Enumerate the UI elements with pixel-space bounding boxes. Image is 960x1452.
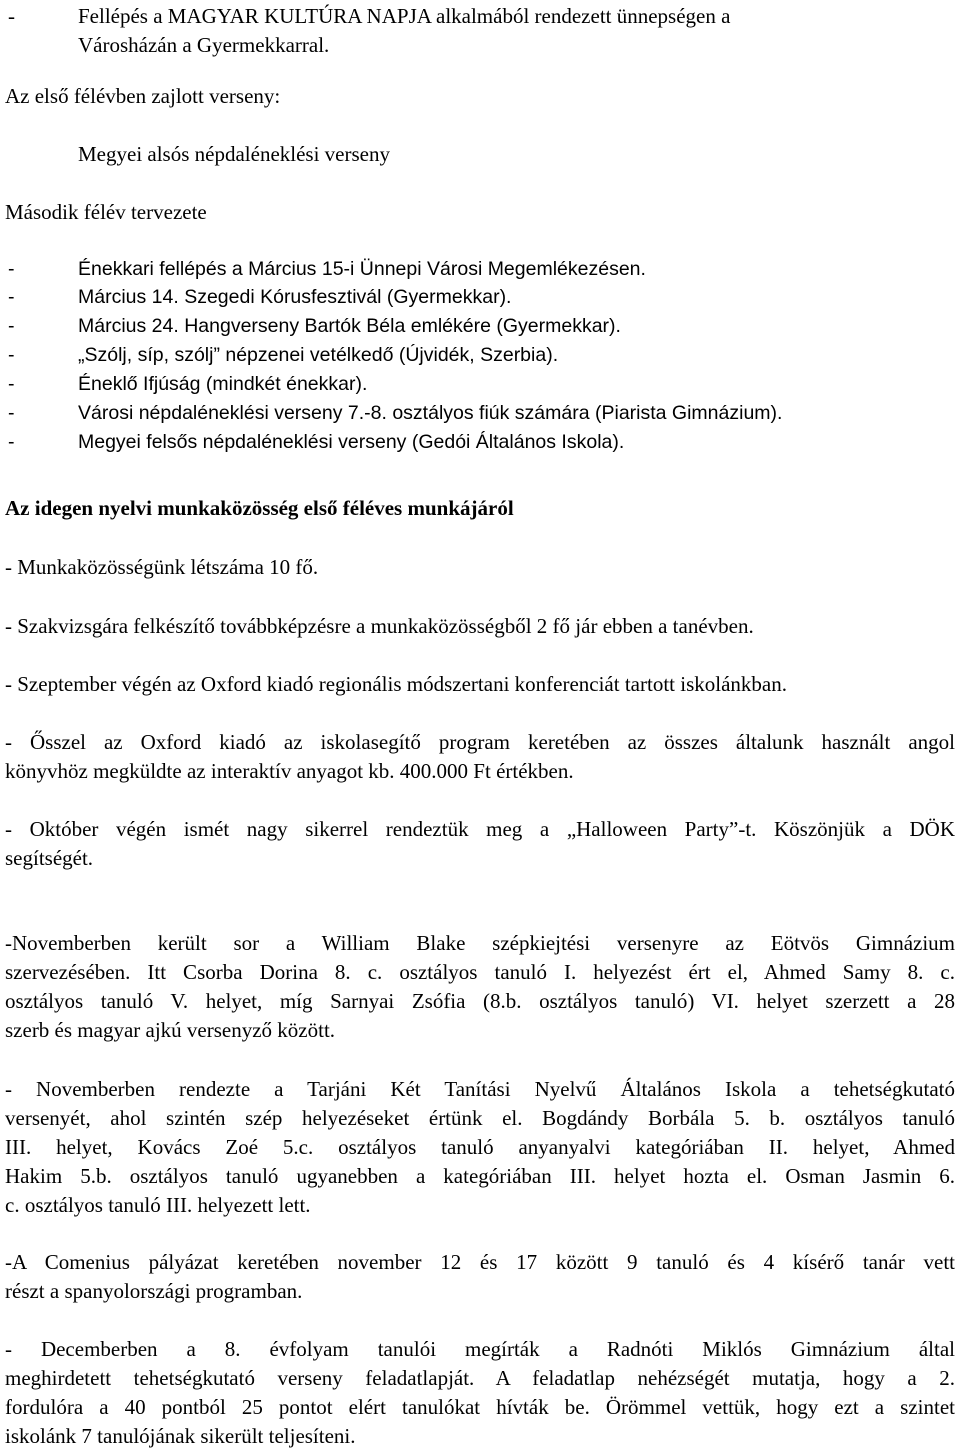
list-item: „Szólj, síp, szólj” népzenei vetélkedő (Újvidék, Szerbia). [78,344,559,366]
list-dash: - [8,402,15,424]
first-semester-item: Megyei alsós népdaléneklési verseny [78,142,390,166]
list-item: Március 14. Szegedi Kórusfesztivál (Gyermekkar). [78,286,512,308]
list-dash: - [8,258,15,280]
paragraph: - Október végén ismét nagy sikerrel rendeztük meg a „Halloween Party”-t. Köszönjük a DÖK segítségét. [5,817,955,870]
list-item: Városi népdaléneklési verseny 7.-8. osztályos fiúk számára (Piarista Gimnázium). [78,402,783,424]
paragraph: - Szeptember végén az Oxford kiadó regionális módszertani konferenciát tartott iskolánkban. [5,672,787,696]
paragraph: - Ősszel az Oxford kiadó az iskolasegítő program keretében az összes általunk használt angol könyvhöz megküldte az interaktív anyagot kb. 400.000 Ft értékben. [5,730,955,783]
list-item: Énekkari fellépés a Március 15-i Ünnepi Városi Megemlékezésen. [78,258,646,280]
list-item: Megyei felsős népdaléneklési verseny (Gedói Általános Iskola). [78,431,625,453]
list-item-culture-day-cont: Városházán a Gyermekkarral. [78,33,330,57]
list-dash: - [8,315,15,337]
paragraph: - Novemberben rendezte a Tarjáni Két Tanítási Nyelvű Általános Iskola a tehetségkutató versenyét, ahol szintén szép helyezéseket értünk el. Bogdándy Borbála 5. b. osztályos tanuló III. helyet, Kovács Zoé 5.c. osztályos tanuló anyanyalvi kategóriában II. helyet, Ahmed Hakim 5.b. osztályos tanuló ugyanebben a kategóriában III. helyet hozta el. Osman Jasmin 6. c. osztályos tanuló III. helyezett lett. [5,1077,955,1217]
section-heading: Az idegen nyelvi munkaközösség első féléves munkájáról [5,496,514,520]
list-item: Március 24. Hangverseny Bartók Béla emlékére (Gyermekkar). [78,315,621,337]
paragraph: - Decemberben a 8. évfolyam tanulói megírták a Radnóti Miklós Gimnázium által meghirdetett tehetségkutató verseny feladatlapját. A feladatlap nehézségét mutatja, hogy a 2. fordulóra a 40 pontból 25 pontot elért tanulókat hívták be. Örömmel vettük, hogy ezt a szintet iskolánk 7 tanulójának sikerült teljesíteni. [5,1337,955,1448]
list-item: Éneklő Ifjúság (mindkét énekkar). [78,373,368,395]
list-dash: - [8,373,15,395]
list-dash: - [8,344,15,366]
paragraph: - Szakvizsgára felkészítő továbbképzésre a munkaközösségből 2 fő jár ebben a tanévben. [5,614,754,638]
second-semester-heading: Második félév tervezete [5,200,207,224]
list-dash: - [8,4,15,28]
paragraph: -A Comenius pályázat keretében november 12 és 17 között 9 tanuló és 4 kísérő tanár vett részt a spanyolországi programban. [5,1250,955,1303]
list-dash: - [8,286,15,308]
list-item-culture-day: Fellépés a MAGYAR KULTÚRA NAPJA alkalmából rendezett ünnepségen a [78,4,731,28]
paragraph: -Novemberben került sor a William Blake szépkiejtési versenyre az Eötvös Gimnázium szervezésében. Itt Csorba Dorina 8. c. osztályos tanuló I. helyezést ért el, Ahmed Samy 8. c. osztályos tanuló V. helyet, míg Sarnyai Zsófia (8.b. osztályos tanuló) VI. helyet szerzett a 28 szerb és magyar ajkú versenyző között. [5,931,955,1042]
first-semester-heading: Az első félévben zajlott verseny: [5,84,281,108]
paragraph: - Munkaközösségünk létszáma 10 fő. [5,555,319,579]
list-dash: - [8,431,15,453]
